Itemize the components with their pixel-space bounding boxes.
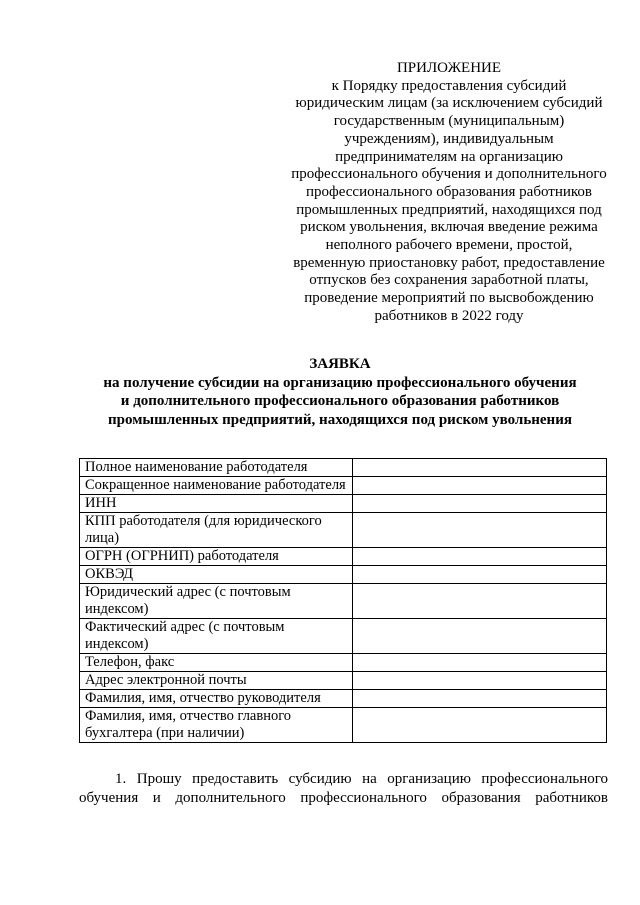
field-label-full-name: Полное наименование работодателя <box>80 459 353 477</box>
field-label-short-name: Сокращенное наименование работодателя <box>80 477 353 495</box>
field-label-okved: ОКВЭД <box>80 566 353 584</box>
field-value-chief-accountant[interactable] <box>353 708 607 743</box>
field-value-short-name[interactable] <box>353 477 607 495</box>
field-label-actual-address: Фактический адрес (с почтовым индексом) <box>80 619 353 654</box>
field-label-email: Адрес электронной почты <box>80 672 353 690</box>
table-row <box>80 708 607 743</box>
table-row <box>80 513 607 548</box>
field-label-legal-address: Юридический адрес (с почтовым индексом) <box>80 584 353 619</box>
appendix-line: юридическим лицам (за исключением субсидий <box>295 95 603 112</box>
field-label-director: Фамилия, имя, отчество руководителя <box>80 690 353 708</box>
appendix-line: промышленных предприятий, находящихся под <box>296 201 602 218</box>
appendix-line: к Порядку предоставления субсидий <box>331 77 567 94</box>
field-value-kpp[interactable] <box>353 513 607 548</box>
appendix-line: профессионального образования работников <box>305 183 592 200</box>
table-row <box>80 584 607 619</box>
field-label-phone-fax: Телефон, факс <box>80 654 353 672</box>
field-value-email[interactable] <box>353 672 607 690</box>
table-row <box>80 690 607 708</box>
application-heading <box>60 355 620 429</box>
request-paragraph <box>79 770 608 808</box>
field-value-phone-fax[interactable] <box>353 654 607 672</box>
field-value-director[interactable] <box>353 690 607 708</box>
application-title: ЗАЯВКА <box>309 356 371 372</box>
heading-line: и дополнительного профессионального образования работников <box>120 393 560 409</box>
employer-info-table <box>79 458 607 743</box>
appendix-line: работников в 2022 году <box>374 307 524 324</box>
field-label-chief-accountant: Фамилия, имя, отчество главного бухгалтера (при наличии) <box>80 708 353 743</box>
table-row <box>80 566 607 584</box>
field-label-inn: ИНН <box>80 495 353 513</box>
field-value-full-name[interactable] <box>353 459 607 477</box>
heading-line: на получение субсидии на организацию профессионального обучения <box>103 374 577 391</box>
table-row <box>80 459 607 477</box>
appendix-line: неполного рабочего времени, простой, <box>325 237 573 254</box>
field-value-inn[interactable] <box>353 495 607 513</box>
appendix-line: проведение мероприятий по высвобождению <box>304 290 594 307</box>
appendix-line: риском увольнения, включая введение режима <box>300 219 598 236</box>
appendix-line: государственным (муниципальным) <box>333 113 565 130</box>
appendix-block <box>284 60 614 326</box>
paragraph-line: обучения и дополнительного профессионального образования работников <box>79 790 608 806</box>
table-row <box>80 654 607 672</box>
field-value-actual-address[interactable] <box>353 619 607 654</box>
appendix-line: временную приостановку работ, предоставление <box>293 254 605 271</box>
appendix-line: профессионального обучения и дополнительного <box>291 166 607 183</box>
table-row <box>80 495 607 513</box>
appendix-line: отпусков без сохранения заработной платы, <box>309 272 589 289</box>
paragraph-line: 1. Прошу предоставить субсидию на организацию профессионального <box>115 771 608 787</box>
table-row <box>80 548 607 566</box>
field-value-okved[interactable] <box>353 566 607 584</box>
appendix-title: ПРИЛОЖЕНИЕ <box>396 60 502 76</box>
field-label-kpp: КПП работодателя (для юридического лица) <box>80 513 353 548</box>
table-row <box>80 672 607 690</box>
appendix-line: предпринимателям на организацию <box>335 148 563 165</box>
field-value-legal-address[interactable] <box>353 584 607 619</box>
table-row <box>80 477 607 495</box>
heading-line: промышленных предприятий, находящихся под риском увольнения <box>108 411 572 428</box>
table-row <box>80 619 607 654</box>
appendix-line: учреждениям), индивидуальным <box>344 130 554 147</box>
field-label-ogrn: ОГРН (ОГРНИП) работодателя <box>80 548 353 566</box>
field-value-ogrn[interactable] <box>353 548 607 566</box>
